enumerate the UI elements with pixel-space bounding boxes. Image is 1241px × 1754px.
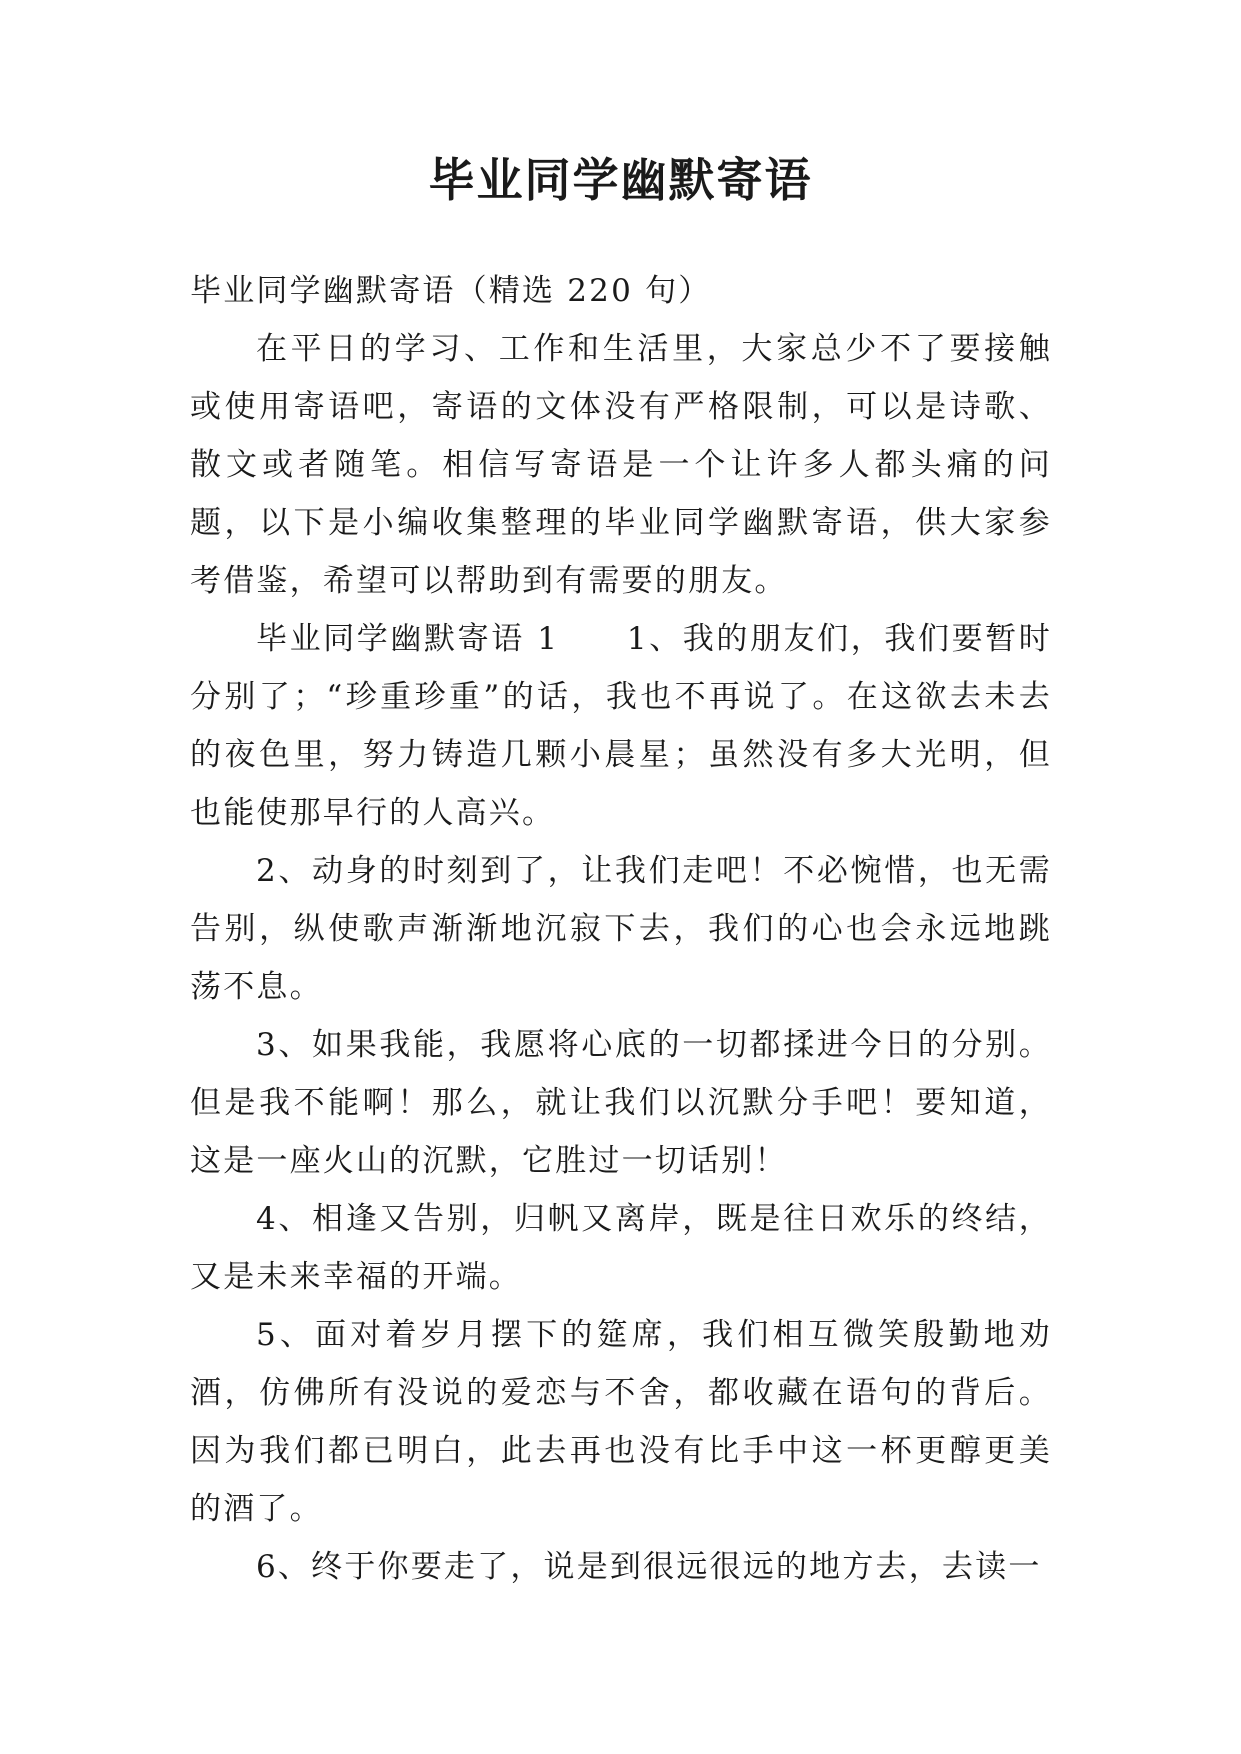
document-title: 毕业同学幽默寄语	[428, 153, 813, 207]
document-body	[190, 262, 1052, 1596]
intro-paragraph: 在平日的学习、工作和生活里，大家总少不了要接触或使用寄语吧，寄语的文体没有严格限制，可以是诗歌、散文或者随笔。相信写寄语是一个让许多人都头痛的问题，以下是小编收集整理的毕业同学幽默寄语，供大家参考借鉴，希望可以帮助到有需要的朋友。	[190, 331, 1052, 599]
message-paragraph-6: 6、终于你要走了，说是到很远很远的地方去，去读一	[256, 1549, 1042, 1585]
message-paragraph-5: 5、面对着岁月摆下的筵席，我们相互微笑殷勤地劝酒，仿佛所有没说的爱恋与不舍，都收藏在语句的背后。因为我们都已明白，此去再也没有比手中这一杯更醇更美的酒了。	[190, 1317, 1052, 1527]
message-paragraph-1: 毕业同学幽默寄语 1 1、我的朋友们，我们要暂时分别了；“珍重珍重”的话，我也不再说了。在这欲去未去的夜色里，努力铸造几颗小晨星；虽然没有多大光明，但也能使那早行的人高兴。	[190, 621, 1052, 831]
message-paragraph-4: 4、相逢又告别，归帆又离岸，既是往日欢乐的终结，又是未来幸福的开端。	[190, 1201, 1052, 1295]
document-subtitle: 毕业同学幽默寄语（精选 220 句）	[190, 273, 712, 309]
message-paragraph-2: 2、动身的时刻到了，让我们走吧！不必惋惜，也无需告别，纵使歌声渐渐地沉寂下去，我们的心也会永远地跳荡不息。	[190, 853, 1052, 1005]
message-paragraph-3: 3、如果我能，我愿将心底的一切都揉进今日的分别。但是我不能啊！那么，就让我们以沉默分手吧！要知道，这是一座火山的沉默，它胜过一切话别！	[190, 1027, 1052, 1179]
